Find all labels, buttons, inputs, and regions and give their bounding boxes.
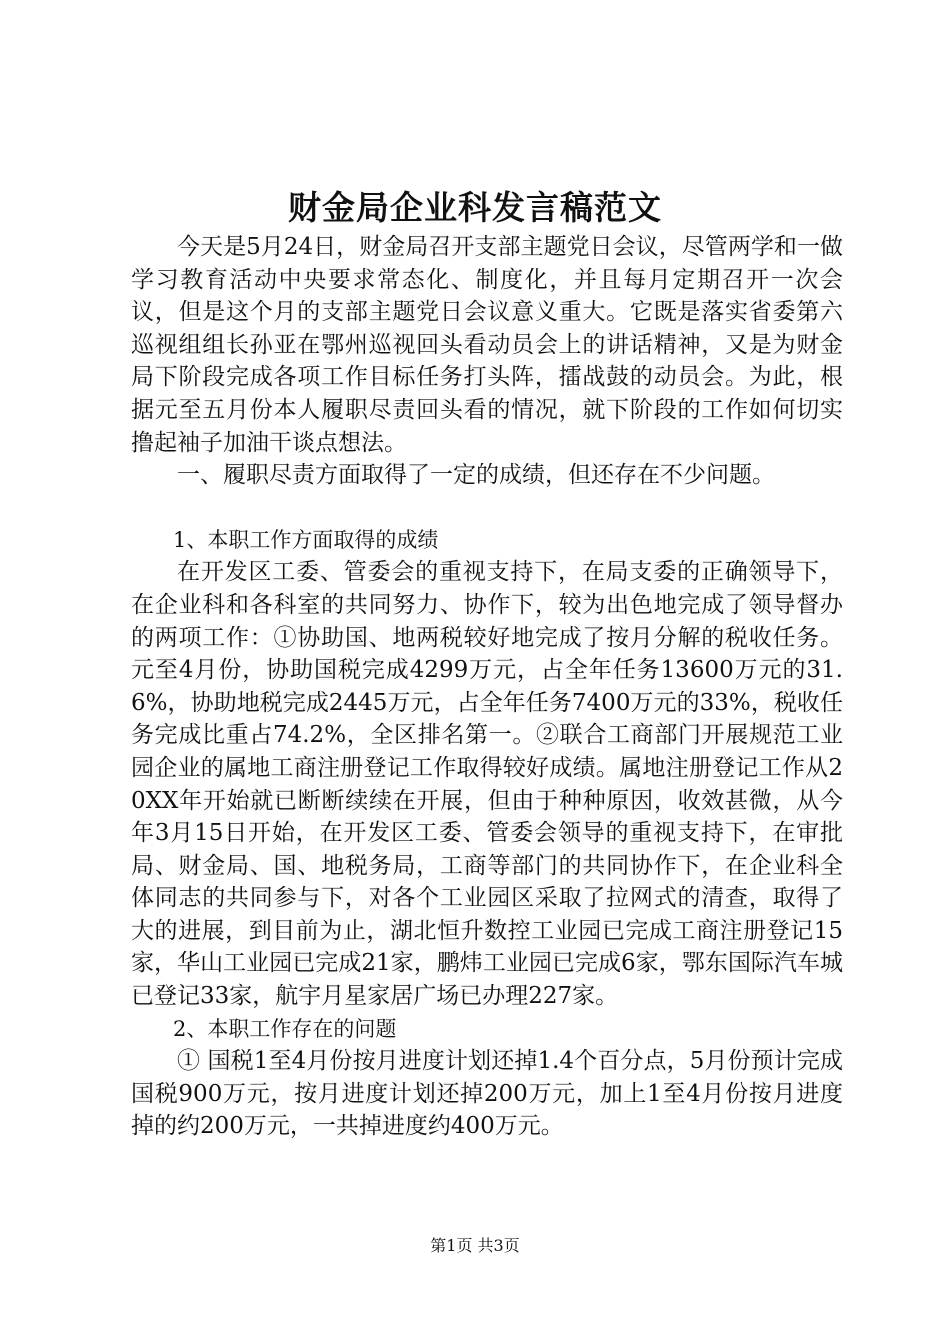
subsection-body-2: ① 国税1至4月份按月进度计划还掉1.4个百分点，5月份预计完成国税900万元，按月进度计划还掉200万元，加上1至4月份按月进度掉的约200万元，一共掉进度约400万元。 bbox=[131, 1048, 843, 1140]
section-heading-1: 一、履职尽责方面取得了一定的成绩，但还存在不少问题。 bbox=[177, 462, 775, 489]
subsection-heading-1: 1、本职工作方面取得的成绩 bbox=[173, 527, 439, 552]
intro-paragraph: 今天是5月24日，财金局召开支部主题党日会议，尽管两学和一做学习教育活动中央要求常态化、制度化，并且每月定期召开一次会议，但是这个月的支部主题党日会议意义重大。它既是落实省委第六巡视组组长孙亚在鄂州巡视回头看动员会上的讲话精神，又是为财金局下阶段完成各项工作目标任务打头阵，擂战鼓的动员会。为此，根据元至五月份本人履职尽责回头看的情况，就下阶段的工作如何切实撸起袖子加油干谈点想法。 bbox=[131, 234, 843, 456]
page-footer: 第1页 共3页 bbox=[430, 1236, 520, 1255]
paragraph-spacer bbox=[131, 492, 843, 524]
document-body bbox=[131, 231, 843, 1143]
subsection-body-1: 在开发区工委、管委会的重视支持下，在局支委的正确领导下，在企业科和各科室的共同努力、协作下，较为出色地完成了领导督办的两项工作：①协助国、地两税较好地完成了按月分解的税收任务。元至4月份，协助国税完成4299万元，占全年任务13600万元的31.6%，协助地税完成2445万元，占全年任务7400万元的33%，税收任务完成比重占74.2%，全区排名第一。②联合工商部门开展规范工业园企业的属地工商注册登记工作取得较好成绩。属地注册登记工作从20XX年开始就已断断续续在开展，但由于种种原因，收效甚微，从今年3月15日开始，在开发区工委、管委会领导的重视支持下，在审批局、财金局、国、地税务局，工商等部门的共同协作下，在企业科全体同志的共同参与下，对各个工业园区采取了拉网式的清查，取得了大的进展，到目前为止，湖北恒升数控工业园已完成工商注册登记15家，华山工业园已完成21家，鹏炜工业园已完成6家，鄂东国际汽车城已登记33家，航宇月星家居广场已办理227家。 bbox=[131, 559, 843, 1010]
subsection-heading-2: 2、本职工作存在的问题 bbox=[173, 1016, 397, 1041]
document-title: 财金局企业科发言稿范文 bbox=[288, 188, 662, 227]
